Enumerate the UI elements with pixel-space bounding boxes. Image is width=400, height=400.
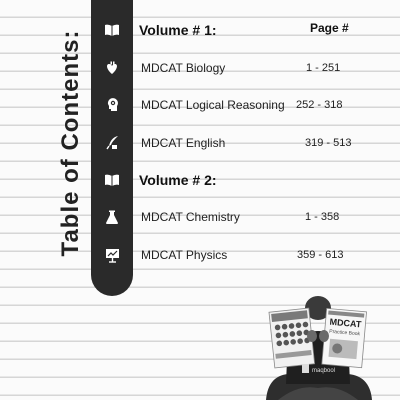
book-icon <box>104 22 120 38</box>
entry-subject: MDCAT Chemistry <box>141 210 240 224</box>
book-icon <box>104 172 120 188</box>
brain-head-icon <box>104 96 120 112</box>
book-cover-title: MDCAT <box>329 316 362 330</box>
brand-name: maqbool <box>312 368 336 374</box>
flask-icon <box>104 209 120 225</box>
quill-icon <box>104 134 120 150</box>
entry-subject: MDCAT Logical Reasoning <box>141 98 285 112</box>
entry-page-range: 319 - 513 <box>305 137 352 149</box>
reader-photo <box>258 296 378 400</box>
entry-subject: MDCAT Biology <box>141 61 226 75</box>
entry-subject: MDCAT English <box>141 136 226 150</box>
heart-icon <box>104 60 120 76</box>
volume-2-label: Volume # 2: <box>139 172 217 188</box>
entry-page-range: 1 - 251 <box>306 62 341 74</box>
book-cover-subtitle: Practice Book <box>328 328 361 338</box>
entry-page-range: 359 - 613 <box>297 249 344 261</box>
entry-page-range: 1 - 358 <box>305 211 340 223</box>
volume-1-label: Volume # 1: <box>139 22 217 38</box>
brand-logo <box>302 364 309 373</box>
page-title-text: Table of Contents: <box>57 29 84 257</box>
page-title <box>56 18 86 268</box>
presentation-board-icon <box>104 247 120 263</box>
entry-subject: MDCAT Physics <box>141 248 228 262</box>
entry-page-range: 252 - 318 <box>296 99 343 111</box>
page-number-header: Page # <box>310 21 349 35</box>
